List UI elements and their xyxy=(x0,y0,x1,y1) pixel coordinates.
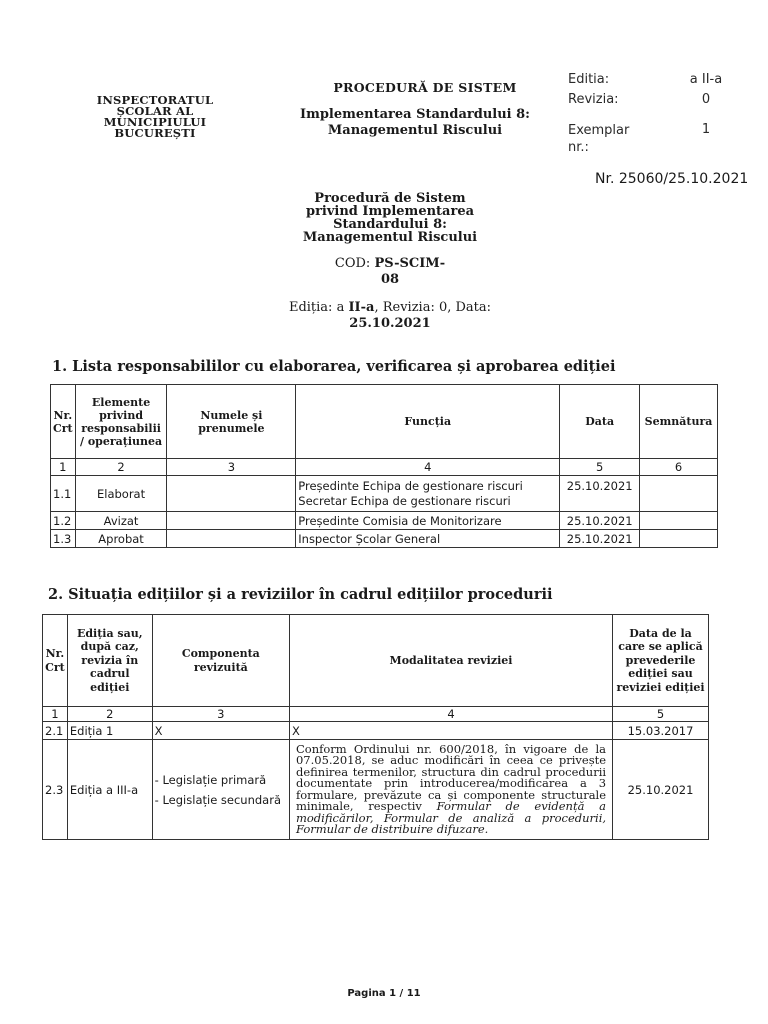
modality-forms: Formular de evidență a modificărilor, Formular de analiză a procedurii, Formular de distribuire difuzare. xyxy=(295,799,607,836)
row-function xyxy=(296,476,560,512)
row-function: Președinte Comisia de Monitorizare xyxy=(296,512,560,530)
editie-label: Editia: xyxy=(568,72,610,87)
col-header: Data xyxy=(560,385,640,459)
column-number: 4 xyxy=(296,459,560,476)
exemplar-value: 1 xyxy=(701,122,711,137)
column-number: 4 xyxy=(289,707,612,722)
page-number: Pagina 1 / 11 xyxy=(347,988,421,999)
col-header: Elemente privind responsabilii / operațiunea xyxy=(75,385,167,459)
title-line: Procedură de Sistem xyxy=(314,191,466,206)
row-date: 25.10.2021 xyxy=(560,476,640,512)
col-header: Funcția xyxy=(296,385,560,459)
meta-exemplar xyxy=(568,122,738,158)
table-row xyxy=(51,530,718,548)
numbering-row xyxy=(43,707,709,722)
revizia-value: 0 xyxy=(701,92,711,107)
edition-value: II-a xyxy=(348,300,375,315)
column-number: 6 xyxy=(640,459,718,476)
col-header: Numele și prenumele xyxy=(167,385,296,459)
column-number: 1 xyxy=(51,459,76,476)
component-line: - Legislație secundară xyxy=(154,792,282,807)
row-edition: Ediția 1 xyxy=(67,722,152,740)
row-signature xyxy=(640,476,718,512)
meta-revizia xyxy=(568,92,738,112)
row-name xyxy=(167,530,296,548)
edition-line xyxy=(270,300,510,332)
row-signature xyxy=(640,530,718,548)
institution-line: INSPECTORATUL xyxy=(96,93,214,107)
col-header: Data de la care se aplică prevederile ediției sau reviziei ediției xyxy=(613,615,709,707)
column-number: 2 xyxy=(67,707,152,722)
document-meta xyxy=(568,72,738,158)
row-element: Avizat xyxy=(75,512,167,530)
institution-line: BUCUREȘTI xyxy=(114,126,196,140)
column-number: 3 xyxy=(167,459,296,476)
component-line: - Legislație primară xyxy=(154,772,267,787)
edition-date: 25.10.2021 xyxy=(349,316,431,331)
procedure-type: PROCEDURĂ DE SISTEM xyxy=(333,80,517,95)
procedure-code xyxy=(330,256,450,288)
row-modality: X xyxy=(289,722,612,740)
registration-number: Nr. 25060/25.10.2021 xyxy=(595,171,749,187)
table-row xyxy=(51,512,718,530)
table-row xyxy=(43,740,709,840)
institution-line: ȘCOLAR AL xyxy=(116,104,194,118)
table-row xyxy=(43,722,709,740)
editions-table xyxy=(42,614,709,840)
subtitle-line: Managementul Riscului xyxy=(327,123,503,138)
table-header-row xyxy=(43,615,709,707)
row-component: X xyxy=(152,722,289,740)
institution-name xyxy=(80,95,230,139)
row-name xyxy=(167,512,296,530)
row-date: 25.10.2021 xyxy=(560,512,640,530)
row-element: Aprobat xyxy=(75,530,167,548)
section-1-heading: 1. Lista responsabililor cu elaborarea, verificarea și aprobarea ediției xyxy=(52,358,616,375)
code-value: PS-SCIM-08 xyxy=(374,256,446,287)
code-label: COD: xyxy=(334,256,371,271)
procedure-subtitle xyxy=(280,107,550,139)
title-line: Managementul Riscului xyxy=(302,230,478,245)
subtitle-line: Implementarea Standardului 8: xyxy=(300,107,530,122)
edition-label: Ediția: a xyxy=(288,300,345,315)
col-header: Modalitatea reviziei xyxy=(289,615,612,707)
row-modality xyxy=(289,740,612,840)
column-number: 2 xyxy=(75,459,167,476)
function-line: Președinte Echipa de gestionare riscuri xyxy=(298,478,523,493)
modality-text: Conform Ordinului nr. 600/2018, în vigoare de la 07.05.2018, se aduc modificări în ceea ce privește definirea termenilor, structura din cadrul procedurii documentate prin introducerea/modificarea a 3 formulare, prevăzute ca și componente structurale minimale, respectiv xyxy=(295,741,607,813)
row-edition: Ediția a III-a xyxy=(67,740,152,840)
procedure-header xyxy=(280,80,550,139)
row-function: Inspector Școlar General xyxy=(296,530,560,548)
document-title xyxy=(280,192,500,244)
row-number: 1.2 xyxy=(51,512,76,530)
col-header: Semnătura xyxy=(640,385,718,459)
row-date: 15.03.2017 xyxy=(613,722,709,740)
institution-line: MUNICIPIULUI xyxy=(103,115,207,129)
meta-editie xyxy=(568,72,738,92)
row-signature xyxy=(640,512,718,530)
title-line: Standardului 8: xyxy=(333,217,447,232)
title-line: privind Implementarea xyxy=(305,204,475,219)
col-header: Componenta revizuită xyxy=(152,615,289,707)
row-component xyxy=(152,740,289,840)
row-element: Elaborat xyxy=(75,476,167,512)
column-number: 5 xyxy=(560,459,640,476)
col-header: Ediția sau, după caz, revizia în cadrul ediției xyxy=(67,615,152,707)
responsibles-table xyxy=(50,384,718,548)
numbering-row xyxy=(51,459,718,476)
row-date: 25.10.2021 xyxy=(613,740,709,840)
column-number: 3 xyxy=(152,707,289,722)
column-number: 1 xyxy=(43,707,68,722)
row-number: 2.3 xyxy=(43,740,68,840)
section-2-heading: 2. Situația edițiilor și a reviziilor în cadrul edițiilor procedurii xyxy=(48,586,553,603)
exemplar-label: Exemplar nr.: xyxy=(568,123,630,155)
table-row xyxy=(51,476,718,512)
row-number: 1.1 xyxy=(51,476,76,512)
edition-rest: , Revizia: 0, Data: xyxy=(374,300,492,315)
table-header-row xyxy=(51,385,718,459)
col-header: Nr. Crt xyxy=(43,615,68,707)
row-date: 25.10.2021 xyxy=(560,530,640,548)
row-name xyxy=(167,476,296,512)
editie-value: a II-a xyxy=(689,72,723,87)
row-number: 1.3 xyxy=(51,530,76,548)
revizia-label: Revizia: xyxy=(568,92,619,107)
row-number: 2.1 xyxy=(43,722,68,740)
col-header: Nr. Crt xyxy=(51,385,76,459)
column-number: 5 xyxy=(613,707,709,722)
function-line: Secretar Echipa de gestionare riscuri xyxy=(298,493,511,508)
